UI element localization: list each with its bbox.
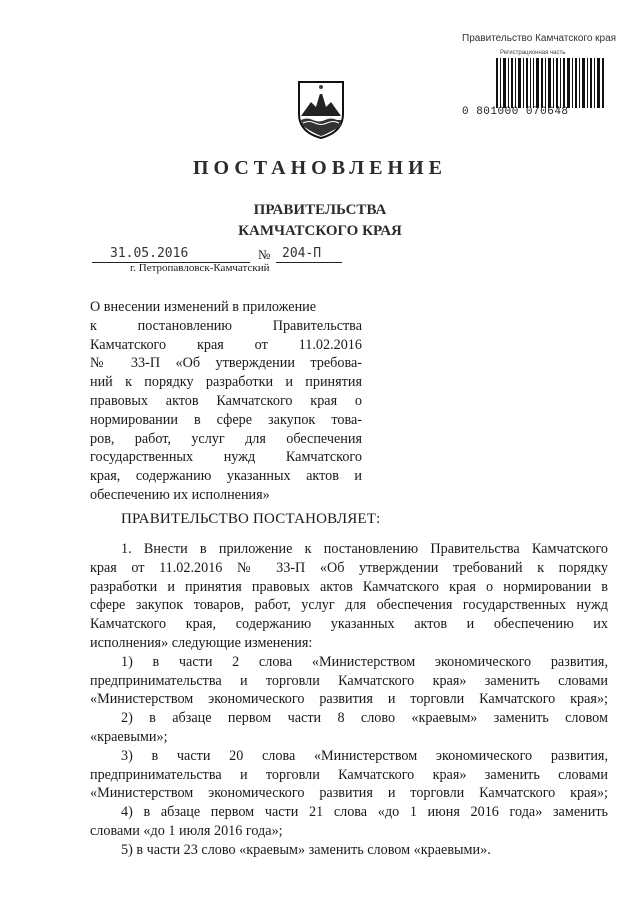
body-line: 2) в абзаце первом части 8 слово «краевым» заменить словом [121,710,608,727]
body-line: «Министерством экономического развития и торговли Камчатского края»; [90,691,608,708]
document-date: 31.05.2016 [110,246,189,261]
document-subject [90,298,362,505]
body-line: предпринимательства и торговли Камчатского края» заменить словами [90,672,608,689]
body-line: края от 11.02.2016 № 33-П «Об утверждении требований к порядку [90,559,608,576]
body-line: Камчатского края, содержанию указанных актов и обеспечению их [90,616,608,633]
subject-line: нормировании в сфере закупок това- [90,411,362,428]
body-line: исполнения» следующие изменения: [90,634,313,651]
body-line: разработки и принятия правовых актов Камчатского края о нормировании в [90,578,608,595]
issuer-line-2: КАМЧАТСКОГО КРАЯ [238,223,402,239]
body-line: словами «до 1 июля 2016 года»; [90,822,283,839]
issuer-line-1: ПРАВИТЕЛЬСТВА [253,202,387,218]
document-city: г. Петропавловск-Камчатский [130,262,270,274]
kamchatka-coat-of-arms-icon [297,80,345,140]
subject-line: № 33-П «Об утверждении требова- [90,355,362,372]
body-line: 5) в части 23 слово «краевым» заменить словом «краевыми». [121,841,491,858]
barcode [496,58,604,108]
document-body [90,540,608,860]
subject-line: обеспечению их исполнения» [90,486,270,503]
subject-line: государственных нужд Камчатского [90,449,362,466]
subject-line: Камчатского края от 11.02.2016 [90,336,362,353]
body-line: 1. Внести в приложение к постановлению Правительства Камчатского [121,541,608,557]
body-line: «Министерством экономического развития и торговли Камчатского края»; [90,785,608,802]
barcode-number: 0 801000 070648 [462,106,569,118]
body-line: 1) в части 2 слова «Министерством экономического развития, [121,653,608,670]
subject-line: правовых актов Камчатского края о [90,392,362,409]
subject-line: ний к порядку разработки и принятия [90,374,362,391]
subject-line: к постановлению Правительства [90,317,362,334]
body-line: 4) в абзаце первом части 21 слова «до 1 июня 2016 года» заменить [121,804,608,821]
subject-line: ров, работ, услуг для обеспечения [90,430,362,447]
document-title: ПОСТАНОВЛЕНИЕ [193,157,447,179]
body-line: «краевыми»; [90,728,168,745]
number-underline [276,262,342,263]
decree-heading: ПРАВИТЕЛЬСТВО ПОСТАНОВЛЯЕТ: [121,511,381,527]
subject-line: края, содержанию указанных актов и [90,468,362,485]
body-line: 3) в части 20 слова «Министерством экономического развития, [121,747,608,764]
body-line: предпринимательства и торговли Камчатского края» заменить словами [90,766,608,783]
body-line: сфере закупок товаров, работ, услуг для обеспечения государственных нужд [90,597,608,614]
stamp-organization: Правительство Камчатского края [462,33,617,44]
stamp-part: Регистрационная часть [500,50,566,56]
number-sign: № [258,247,271,262]
subject-line: О внесении изменений в приложение [90,299,317,315]
document-number: 204-П [282,246,322,261]
